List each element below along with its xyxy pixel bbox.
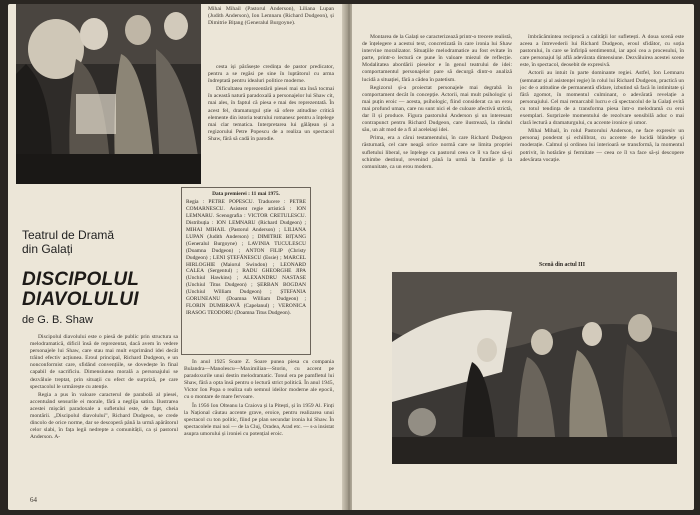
paragraph: Dificultatea reprezentării piesei mai sta însă tocmai în această natură paradoxală a personajelor lui Shaw cit, mai ales, în faptul că piesa e mai des reprezentată. În acest fel, dramaturgul știe să ofere atitudine critică elemente din istoria teatrului romanesc pentru a înțelege mai clar tematica. Interpretarea lui gălățean și a regizorului Petre Popescu de a realiza un spectacol Shaw, fără să cadă în parodie. — [208, 86, 334, 142]
paragraph: În anul 1925 Soare Z. Soare punea piesa cu compania Bulandra—Manolescu—Maximilian—Storin, cu accent pe paradoxurile unui destin melodramatic. Tonul era pe pamfletul lui Shaw, fără a opta însă pentru o lectură strict politică. În anul 1945, Victor Ion Popa o realiza sub semnul ideilor moderne ale epocii, cu o montare de mare fervoare. — [184, 359, 334, 401]
scene-photo — [392, 272, 677, 464]
article-title-block — [22, 228, 172, 327]
cast-photo-image — [16, 4, 201, 184]
right-page-column-right — [520, 34, 684, 246]
paragraph: Regia a pus în valoare caracterul de parabolă al piesei, accentuând sensurile ei morale, fără a neglija satira. Ilustrarea acestei mișcări paradoxale a sufletului este, de fapt, cheia montării. „Discipolul diavolului”, Richard Dudgeon, se crede dincolo de orice norme, dar se descoperă până la urmă apărătorul celor slabi, în fața legii nedrepte a comunității, ca și pastorul Anderson. A- — [30, 391, 178, 441]
paragraph: În 1956 Ion Olteanu la Craiova și la Pitești, și în 1959 Al. Finți la Național căutau accente grave, eroice, pentru realizarea unui spectacol cu ton politic, fiind pe plan secundar ironia lui Shaw. În spectacolele mai noi — de la Cluj, Oradea, Arad etc. — s-a insistat asupra umorului și ironiei cu potențial eroic. — [184, 402, 334, 437]
left-page-column-top — [208, 64, 334, 182]
paragraph: Actorii au intuit în parte dominante regiei. Astfel, Ion Lemnaru (semnatar și al asistenței regie) în rolul lui Richard Dudgeon, practică un joc de o atitudine de permanentă sfidare, izbutind să facă în intimitate și fără zgomot, în momentul culminant, o adevărată revelație a personajului. Cel mai remarcabil lucru e că spectacolul de la Galați evită cu totul tendința de a transforma piesa într-o melodramă cu eroi exemplari. Surprizele momentului de rezolvare sensibilă aduc o mai clară lectură a dramaturgului, cu accente ironice și umor. — [520, 70, 684, 127]
paragraph: Discipolul diavolului este o piesă de public prin structura sa melodramatică, dificil însă de reprezentat, dacă avem în vedere personajele lui Shaw, care stau mai mult exprimând idei decât trăind efectiv acțiunea. Eroul principal, Richard Dudgeon, e un nonconformist care, sfidând convențiile, se dovedește în final capabil de sacrificiu. Dimensiunea morală a personajului se dezvăluie treptat, prin situații cu efect de surpriză, pe care spectacolul le urmărește cu atenție. — [30, 334, 178, 390]
theatre-name-line1: Teatrul de Dramă — [22, 228, 115, 242]
play-title — [22, 270, 172, 310]
theatre-name-line2: din Galați — [22, 242, 73, 256]
right-page — [352, 4, 694, 510]
left-page — [8, 4, 346, 510]
paragraph: cesta iși părăsește credința de pastor predicator, pentru a se regăsi pe sine în luptătorul cu arma îndreptată pentru idealuri politice moderne. — [208, 64, 334, 85]
credits-box — [181, 187, 311, 355]
play-author: de G. B. Shaw — [22, 314, 93, 326]
play-title-line2: DIAVOLULUI — [22, 289, 139, 310]
photo-caption: Mihai Mihail (Pastorul Anderson), Liliana Lupan (Judith Anderson), Ion Lemnaru (Richard Dudgeon), și Dimitrie Bițang (Generalul Burgoyne). — [208, 6, 334, 27]
cast-photo — [16, 4, 201, 184]
credits-text: Regia : PETRE POPESCU. Traducere : PETRE COMARNESCU. Asistent regie artistică : ION LEMNARU. Scenografia : VICTOR CRETULESCU. Distribuția : ION LEMNARU (Richard Dudgeon) ; MIHAI MIHAIL (Pastorul Anderson) ; LILIANA LUPAN (Judith Anderson) ; DIMITRIE BIȚANG (Generalul Burgoyne) ; LAVINIA TUCULESCU (Doamna Dudgeon) ; ANTON FILIP (Christy Dudgeon) ; LENI ȘTEFĂNESCU (Essie) ; MARCEL HIRLOGHIE (Maiorul Swindon) ; LEONARD CALEA (Sergentul) ; RADU GHEORGHE JIPA (Unchiul Hawkins) ; ALEXANDRU NASTASE (Unchiul Titus Dudgeon) ; ȘERBAN BOGDAN (Unchiul William Dudgeon) ; ȘTEFANIA GORUNEANU (Doamna William Dudgeon) ; FLORIN DUMBRAVĂ (Capelanul) ; VERONICA IRASOG TEODORU (Doamna Titus Dudgeon). — [186, 198, 306, 317]
paragraph: Prima, era a cărui testamentului, în care Richard Dudgeon răsturnată, cel care neagă orice normă care se limita propriei sufletului liberal, se înțelege cu pastorul ceea ce îl va face să-și schimbe destinul, revenind până la urmă la familie și la comunitate, ca un erou modern. — [362, 135, 512, 170]
scene-photo-caption: Scenă din actul III — [539, 262, 585, 268]
page-number: 64 — [30, 496, 37, 504]
left-page-column-bottom-left — [30, 334, 178, 496]
right-page-column-left — [362, 34, 512, 246]
paragraph: Mihai Mihail, în rolul Pastorului Anderson, ne face expresiv un personaj ponderat și echilibrat, cu accente de lucidă blândețe și moderație. Calmul și ordinea lui interioară se transformă, la momentul potrivit, în hotărâre și fermitate — ceea ce îl va face să-și descopere adevărata vocație. — [520, 128, 684, 163]
paragraph: Regizorul și-a proiectat personajele mai degrabă în comportament decât în concepție. Actorii, mai mult psihologic și mai puțin eroic — acesta, psihologic, fiind considerat ca un erou mai profund uman, care nu sunt nici el de culoare afectivă strictă, dar îl și produce. Figura pastorului Anderson și un interesant contrapunct pentru Richard Dudgeon, care ilustrează, la rândul său, un alt mod de a fi al aceleiași idei. — [362, 84, 512, 134]
paragraph: Montarea de la Galați se caracterizează printr-o trecere realistă, de înțelegere a acestui text, concretizată în care ironia lui Shaw intervine moralizator. Situațiile melodramatice au fost evitate în parte, printr-o lectură ce pune în valoare miezul de reflecție. Modalitatea abordării pieselor e în genul teatrului de idei: comportamentul personajelor pare să decurgă dintr-o analiză lucidă a situației, fără a cădea în patetism. — [362, 34, 512, 83]
paragraph: îmbrăcămintea reciprocă a calității lor sufletești. A doua scenă este aceea a întrevederii lui Richard Dudgeon, eroul sfidător, cu soția pastorului, în care se înfiripă sentimentul, iar apoi cea a procesului, în care personajul își află adevărata dimensiune. Dezvăluirea acestei scene este, în spectacol, deosebit de expresivă. — [520, 34, 684, 69]
left-page-column-bottom-right — [184, 359, 334, 484]
play-title-line1: DISCIPOLUL — [22, 269, 140, 290]
scene-photo-image — [392, 272, 677, 464]
premiere-date: Data premierei : 11 mai 1975. — [212, 191, 280, 197]
